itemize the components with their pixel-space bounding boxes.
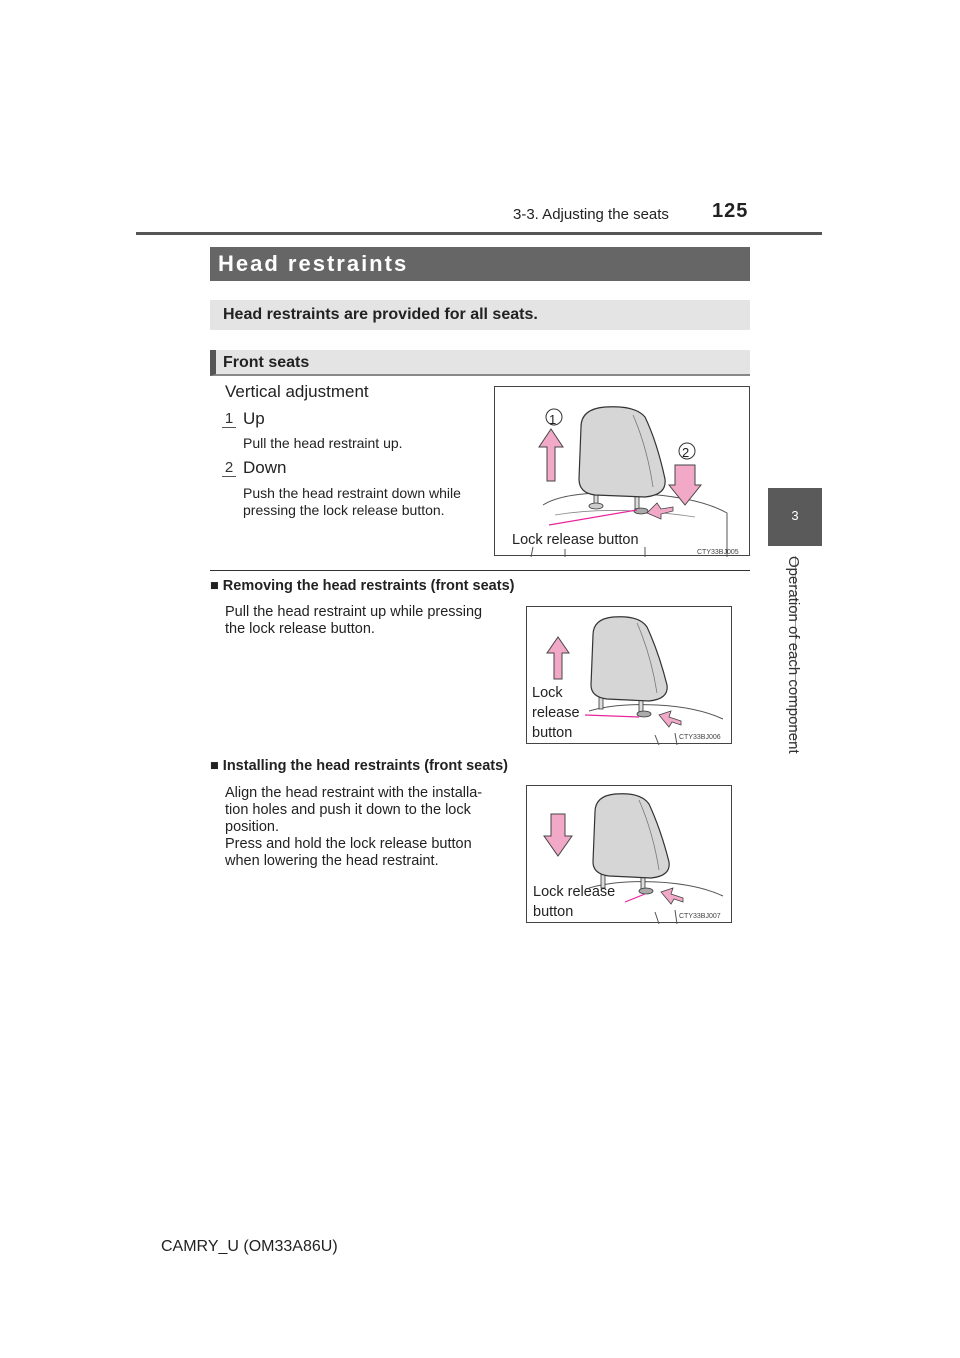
- chapter-title: Operation of each component: [785, 556, 802, 754]
- step-label-up: Up: [243, 409, 265, 428]
- figure-code: CTY33BJ005: [697, 549, 739, 556]
- lock-release-button-label: Lock release button: [512, 532, 639, 548]
- text-line: Pull the head restraint up while pressing: [225, 604, 483, 620]
- label-line: Lock release: [533, 884, 616, 900]
- removing-heading: ■ Removing the head restraints (front seats): [210, 578, 515, 594]
- document-footer: CAMRY_U (OM33A86U): [161, 1238, 338, 1255]
- label-line: button: [532, 725, 573, 741]
- text-line: tion holes and push it down to the lock: [225, 802, 471, 818]
- head-restraint-adjust-illustration: [494, 386, 750, 556]
- page-title: Head restraints: [210, 247, 750, 281]
- step-number-2: 2: [222, 460, 236, 477]
- vertical-adjustment-label: Vertical adjustment: [225, 382, 369, 401]
- label-line: button: [533, 904, 574, 920]
- callout-2: 2: [682, 445, 690, 460]
- step-number-1: 1: [222, 411, 236, 428]
- info-banner: Head restraints are provided for all seats.: [210, 300, 750, 330]
- removing-instructions: [225, 604, 508, 638]
- figure-code: CTY33BJ006: [679, 734, 721, 741]
- figure-code: CTY33BJ007: [679, 913, 721, 920]
- text-line: Align the head restraint with the installa-: [225, 785, 483, 801]
- label-line: release: [532, 705, 580, 721]
- section-title: 3-3. Adjusting the seats: [513, 206, 669, 223]
- subsection-heading: Front seats: [210, 350, 750, 376]
- chapter-tab[interactable]: 3: [768, 488, 822, 546]
- installing-heading: ■ Installing the head restraints (front seats): [210, 758, 509, 774]
- lock-release-button-label: [533, 882, 615, 922]
- text-line: the lock release button.: [225, 621, 375, 637]
- text-line: position.: [225, 819, 280, 835]
- installing-instructions: [225, 785, 508, 870]
- lock-release-button-label: [532, 683, 580, 743]
- label-line: Lock: [532, 685, 563, 701]
- step-description: Push the head restraint down while: [243, 485, 461, 501]
- text-line: Press and hold the lock release button: [225, 836, 472, 852]
- head-restraint-remove-illustration: [526, 606, 732, 744]
- text-line: when lowering the head restraint.: [225, 853, 439, 869]
- header-divider: [136, 232, 822, 235]
- section-divider: [210, 570, 750, 571]
- step-description: pressing the lock release button.: [243, 502, 445, 518]
- head-restraint-install-illustration: [526, 785, 732, 923]
- page-number: 125: [712, 200, 749, 222]
- step-label-down: Down: [243, 458, 287, 477]
- step-description: Pull the head restraint up.: [243, 435, 403, 451]
- callout-1: 1: [549, 412, 557, 427]
